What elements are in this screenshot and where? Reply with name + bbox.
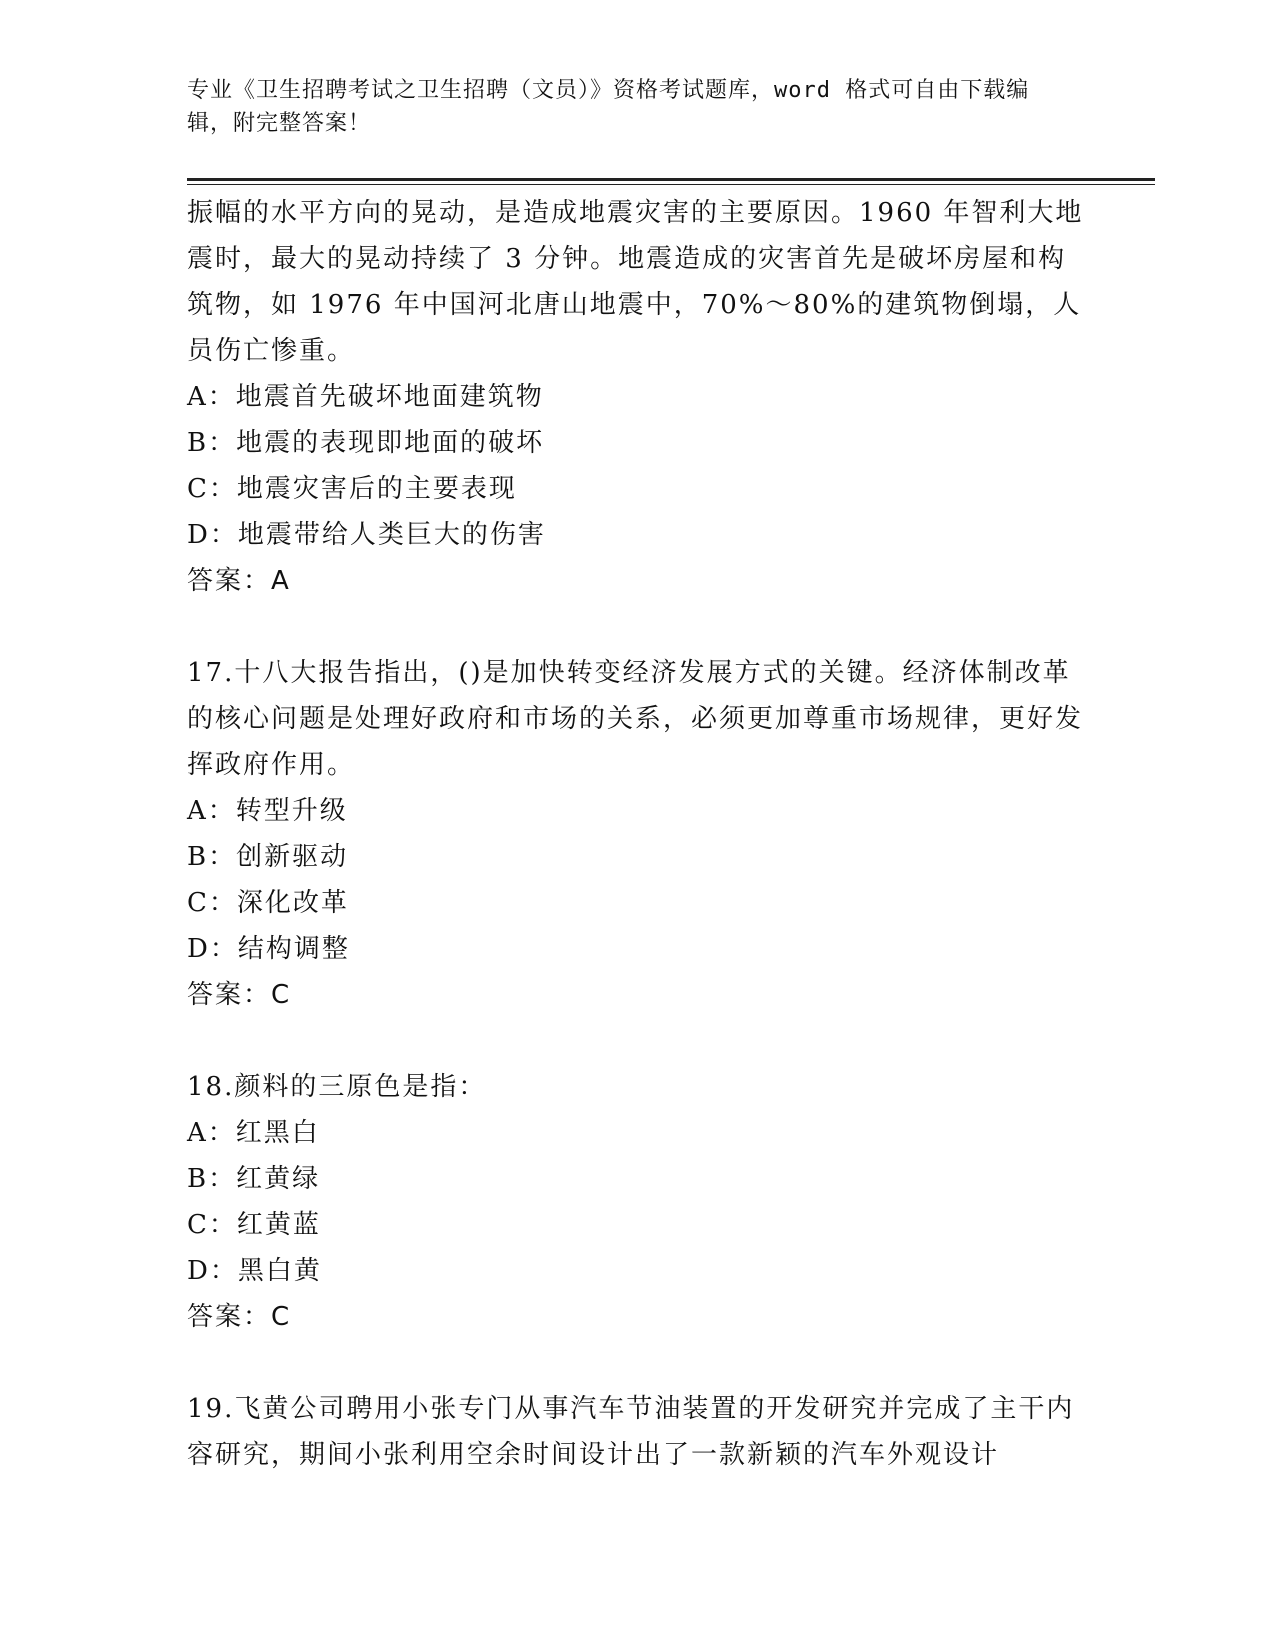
q18-stem: 18.颜料的三原色是指： — [187, 1072, 487, 1102]
q16-answer: 答案：A — [187, 566, 291, 596]
question-content — [187, 190, 1087, 1478]
q16-option-b: B：地震的表现即地面的破坏 — [187, 428, 545, 458]
header-divider-thick — [187, 178, 1155, 181]
document-header: 专业《卫生招聘考试之卫生招聘（文员）》资格考试题库，word 格式可自由下载编辑，附完整答案！ — [187, 78, 1030, 136]
q18-answer: 答案：C — [187, 1302, 292, 1332]
q17-option-a: A：转型升级 — [187, 796, 348, 826]
q18-option-b: B：红黄绿 — [187, 1164, 321, 1194]
q19-stem: 19.飞黄公司聘用小张专门从事汽车节油装置的开发研究并完成了主干内容研究，期间小张利用空余时间设计出了一款新颖的汽车外观设计 — [187, 1394, 1075, 1470]
q17-option-b: B：创新驱动 — [187, 842, 349, 872]
header-divider-thin — [187, 184, 1155, 185]
q18-option-d: D：黑白黄 — [187, 1256, 322, 1286]
q17-stem: 17.十八大报告指出，()是加快转变经济发展方式的关键。经济体制改革的核心问题是处理好政府和市场的关系，必须更加尊重市场规律，更好发挥政府作用。 — [187, 658, 1084, 780]
q16-continuation: 振幅的水平方向的晃动，是造成地震灾害的主要原因。1960 年智利大地震时，最大的晃动持续了 3 分钟。地震造成的灾害首先是破坏房屋和构筑物，如 1976 年中国河北唐山地震中，70%～80%的建筑物倒塌，人员伤亡惨重。 — [187, 198, 1084, 366]
q17-answer: 答案：C — [187, 980, 292, 1010]
q16-option-a: A：地震首先破坏地面建筑物 — [187, 382, 544, 412]
q17-option-d: D：结构调整 — [187, 934, 350, 964]
q16-option-d: D：地震带给人类巨大的伤害 — [187, 520, 546, 550]
q18-option-c: C：红黄蓝 — [187, 1210, 321, 1240]
q18-option-a: A：红黑白 — [187, 1118, 320, 1148]
q17-option-c: C：深化改革 — [187, 888, 349, 918]
q16-option-c: C：地震灾害后的主要表现 — [187, 474, 517, 504]
